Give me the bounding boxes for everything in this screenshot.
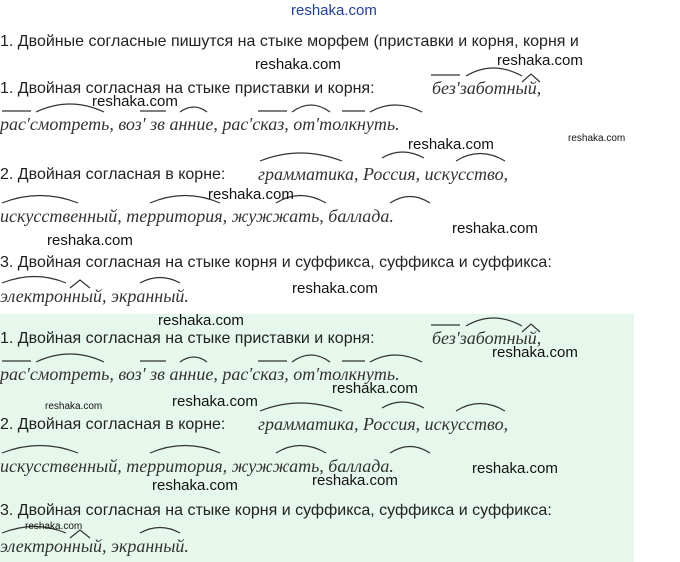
root-arc — [140, 528, 180, 534]
example-in-root-a: грамматика, Россия, искусство, — [258, 164, 509, 184]
suffix-mark — [70, 280, 90, 288]
watermark: reshaka.com — [492, 344, 578, 361]
root-arc — [140, 278, 180, 284]
root-arc — [466, 68, 522, 76]
root-arc — [276, 446, 326, 454]
example-in-root-b: искусственный, территория, жужжать, баллада. — [0, 206, 394, 226]
watermark: reshaka.com — [452, 220, 538, 237]
root-arc — [456, 404, 505, 412]
rule-root-suffix-answer: 3. Двойная согласная на стыке корня и суффикса, суффикса и суффикса: — [0, 502, 552, 519]
root-arc — [36, 354, 104, 362]
rule-in-root: 2. Двойная согласная в корне: — [0, 166, 226, 183]
root-arc — [292, 355, 330, 362]
watermark: reshaka.com — [497, 52, 583, 69]
root-arc — [456, 154, 505, 162]
root-arc — [466, 318, 522, 326]
rule-in-root-answer: 2. Двойная согласная в корне: — [0, 416, 226, 433]
example-in-root-b-answer: искусственный, территория, жужжать, баллада. — [0, 456, 394, 476]
example-root-suffix-answer: электронный, экранный. — [0, 536, 189, 556]
root-arc — [390, 447, 430, 454]
rule-prefix-root-answer: 1. Двойная согласная на стыке приставки и корня: — [0, 330, 375, 347]
rule-prefix-root: 1. Двойная согласная на стыке приставки и корня: — [0, 80, 375, 97]
root-arc — [2, 277, 66, 284]
watermark: reshaka.com — [408, 136, 494, 153]
watermark: reshaka.com — [152, 477, 238, 494]
root-arc — [2, 196, 78, 204]
watermark: reshaka.com — [172, 393, 258, 410]
watermark: reshaka.com — [332, 380, 418, 397]
suffix-mark — [522, 324, 540, 332]
rule-root-suffix: 3. Двойная согласная на стыке корня и суффикса, суффикса и суффикса: — [0, 254, 552, 271]
watermark-top: reshaka.com — [291, 2, 377, 19]
watermark: reshaka.com — [472, 460, 558, 477]
root-arc — [382, 402, 424, 408]
example-prefix-root-b-answer: рас′смотреть, воз′ зв анние, рас′сказ, от′толкнуть. — [0, 364, 400, 384]
root-arc — [292, 105, 330, 112]
root-arc — [260, 153, 342, 161]
watermark: reshaka.com — [208, 186, 294, 203]
root-arc — [2, 446, 78, 454]
root-arc — [150, 446, 220, 454]
watermark: reshaka.com — [47, 232, 133, 249]
example-in-root-a-answer: грамматика, Россия, искусство, — [258, 414, 509, 434]
example-prefix-root-a-answer: без′заботный, — [432, 328, 542, 348]
watermark: reshaka.com — [292, 280, 378, 297]
intro-text: 1. Двойные согласные пишутся на стыке морфем (приставки и корня, корня и — [0, 33, 579, 50]
root-arc — [180, 357, 207, 362]
watermark: reshaka.com — [568, 133, 626, 144]
root-arc — [180, 107, 207, 112]
example-prefix-root-b: рас′смотреть, воз′ зв анние, рас′сказ, от′толкнуть. — [0, 114, 400, 134]
watermark: reshaka.com — [312, 472, 398, 489]
watermark: reshaka.com — [25, 521, 83, 532]
suffix-mark — [522, 74, 540, 82]
root-arc — [370, 355, 422, 362]
root-arc — [370, 105, 422, 112]
root-arc — [390, 197, 430, 204]
watermark: reshaka.com — [158, 312, 244, 329]
root-arc — [260, 403, 342, 411]
example-prefix-root-a: без′заботный, — [432, 78, 542, 98]
watermark: reshaka.com — [92, 93, 178, 110]
watermark: reshaka.com — [45, 401, 103, 412]
example-root-suffix: электронный, экранный. — [0, 286, 189, 306]
watermark: reshaka.com — [255, 56, 341, 73]
